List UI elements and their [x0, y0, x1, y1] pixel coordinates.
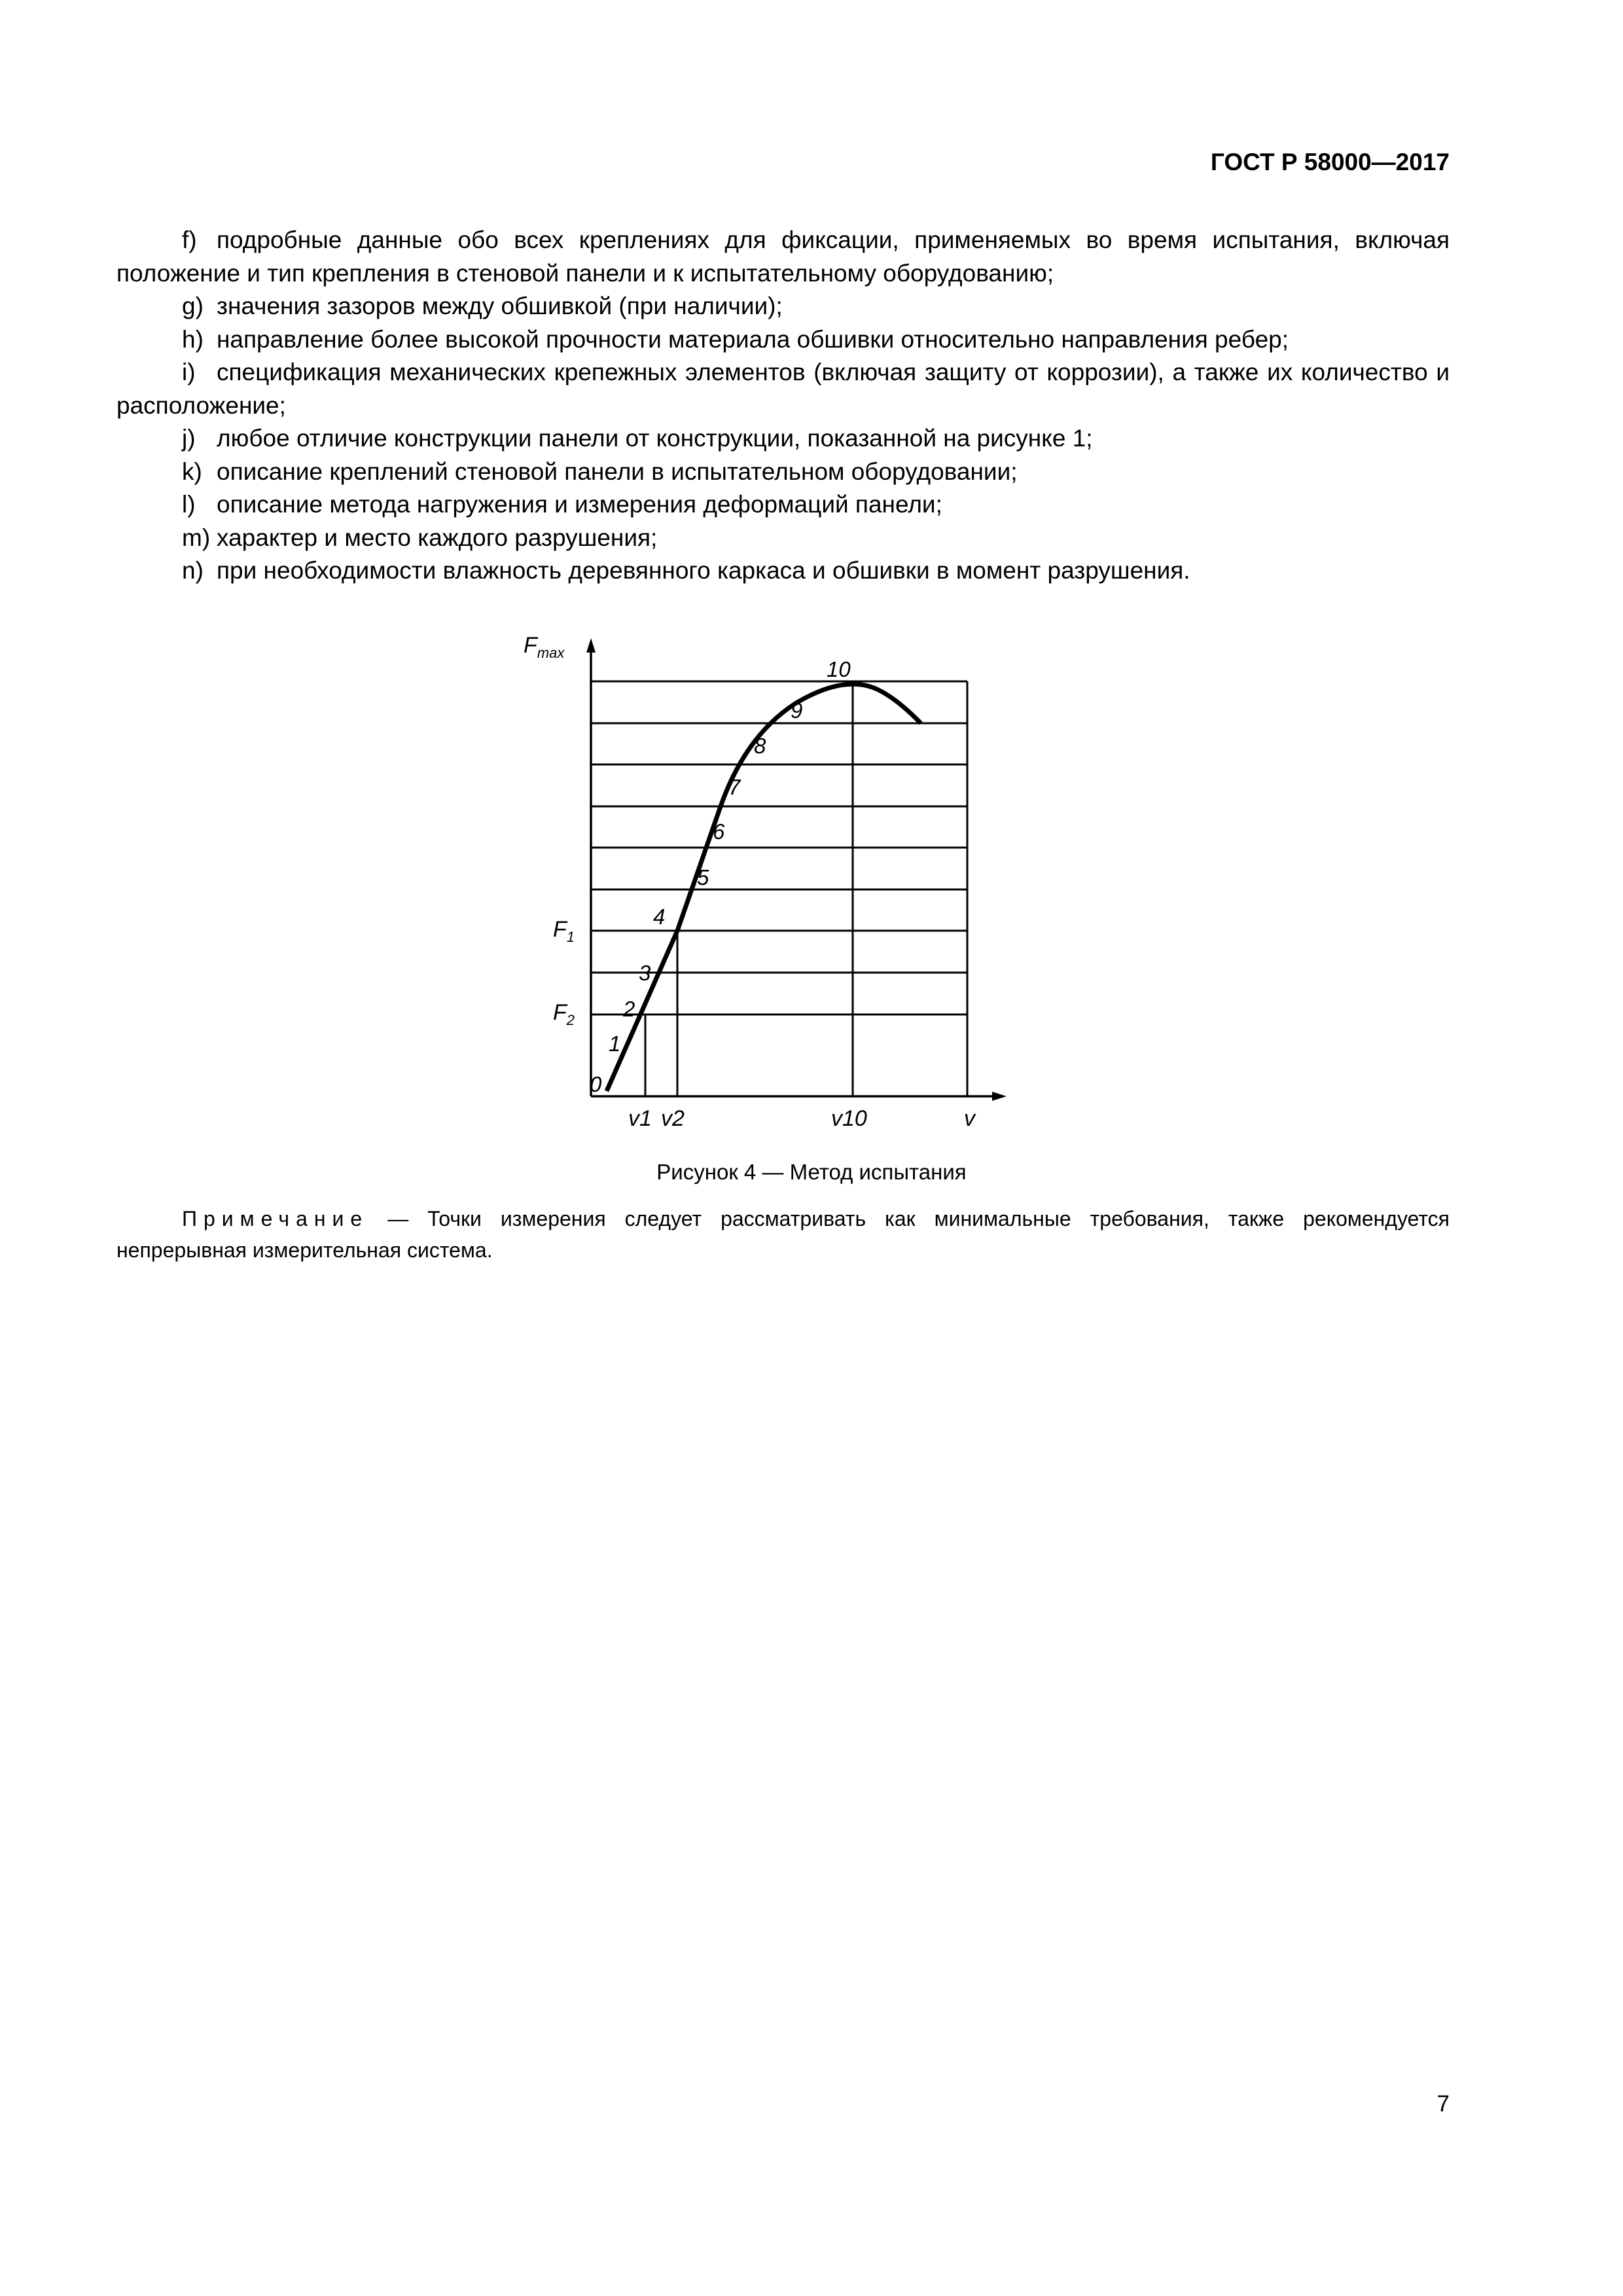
point-label-9: 9: [791, 698, 803, 723]
list-marker: m): [182, 524, 211, 551]
list-text: описание креплений стеновой панели в испытательном оборудовании;: [217, 457, 1018, 485]
note: [116, 1203, 1450, 1266]
list-text: любое отличие конструкции панели от конструкции, показанной на рисунке 1;: [217, 425, 1093, 452]
list-marker: h): [182, 325, 204, 353]
list-item: [116, 456, 1450, 489]
figure-caption: Рисунок 4 — Метод испытания: [656, 1160, 967, 1184]
y-axis-label: $F_{max}$: [524, 633, 565, 661]
page-number: 7: [1436, 2091, 1450, 2117]
list-text: характер и место каждого разрушения;: [217, 524, 658, 551]
list-item: [116, 522, 1450, 555]
figure-grid: [591, 681, 967, 1096]
x-tick-v10: v10: [831, 1106, 867, 1131]
list-item: [116, 356, 1450, 422]
point-label-4: 4: [653, 905, 666, 929]
list-text: при необходимости влажность деревянного каркаса и обшивки в момент разрушения.: [217, 557, 1190, 584]
note-label: Примечание: [182, 1207, 369, 1230]
list-marker: g): [182, 293, 204, 319]
y-tick-f1: $F_1$: [553, 917, 575, 945]
list-item: [116, 224, 1450, 290]
list-marker: n): [182, 557, 204, 584]
list-marker: i): [182, 359, 196, 386]
x-tick-v2: v2: [661, 1106, 685, 1131]
point-label-1: 1: [609, 1031, 621, 1056]
point-label-5: 5: [697, 865, 709, 889]
test-method-figure: [504, 619, 1027, 1142]
x-axis-label: v: [964, 1106, 975, 1131]
standard-header: ГОСТ Р 58000—2017: [1210, 149, 1450, 175]
list-item: [116, 554, 1450, 588]
y-tick-f2: $F_2$: [553, 1000, 575, 1028]
list-text: спецификация механических крепежных элементов (включая защиту от коррозии), а также их количество и расположение;: [116, 359, 1450, 419]
x-axis-arrow: [992, 1092, 1007, 1101]
list-item: [116, 323, 1450, 357]
point-label-7: 7: [728, 775, 741, 799]
list-marker: j): [182, 425, 196, 452]
point-label-6: 6: [713, 819, 725, 844]
list-item: [116, 290, 1450, 323]
list-text: значения зазоров между обшивкой (при наличии);: [217, 293, 783, 319]
point-label-0: 0: [590, 1072, 602, 1096]
list-text: направление более высокой прочности материала обшивки относительно направления ребер;: [217, 325, 1289, 353]
point-label-2: 2: [623, 997, 635, 1021]
requirements-list: [116, 224, 1450, 588]
x-tick-v1: v1: [628, 1106, 652, 1131]
point-label-8: 8: [754, 734, 766, 758]
list-marker: l): [182, 491, 196, 518]
point-label-10: 10: [827, 657, 851, 681]
note-text: — Точки измерения следует рассматривать как минимальные требования, также рекомендуется непрерывная измерительная система.: [116, 1207, 1450, 1262]
list-text: подробные данные обо всех креплениях для фиксации, применяемых во время испытания, включая положение и тип крепления в стеновой панели и к испытательному оборудованию;: [116, 226, 1450, 287]
list-item: [116, 422, 1450, 456]
point-label-3: 3: [639, 961, 651, 985]
list-marker: f): [182, 226, 197, 253]
y-axis-arrow: [586, 638, 596, 653]
list-marker: k): [182, 457, 202, 485]
list-text: описание метода нагружения и измерения деформаций панели;: [217, 491, 942, 518]
list-item: [116, 488, 1450, 522]
